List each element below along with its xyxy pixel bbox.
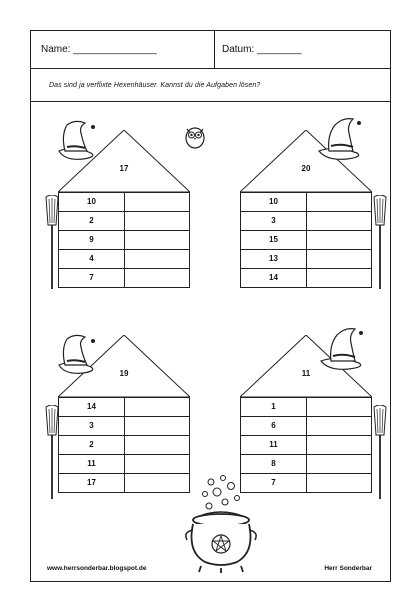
given-number: 14 — [59, 398, 125, 416]
table-row — [241, 455, 371, 474]
table-row — [241, 417, 371, 436]
given-number: 9 — [59, 231, 125, 249]
answer-cell[interactable] — [307, 436, 371, 454]
author-credit: Herr Sonderbar — [324, 565, 372, 572]
witch-hat-icon — [313, 113, 369, 165]
table-row — [241, 250, 371, 269]
given-number: 2 — [59, 212, 125, 230]
table-row — [59, 455, 189, 474]
answer-cell[interactable] — [307, 250, 371, 268]
broom-icon — [43, 405, 61, 501]
given-number: 13 — [241, 250, 307, 268]
given-number: 15 — [241, 231, 307, 249]
given-number: 7 — [241, 474, 307, 492]
given-number: 8 — [241, 455, 307, 473]
table-row — [59, 269, 189, 288]
given-number: 1 — [241, 398, 307, 416]
answer-cell[interactable] — [307, 212, 371, 230]
given-number: 11 — [241, 436, 307, 454]
given-number: 14 — [241, 269, 307, 287]
answer-cell[interactable] — [307, 398, 371, 416]
broom-icon — [371, 195, 389, 291]
cauldron-icon — [181, 474, 261, 574]
table-row — [59, 250, 189, 269]
given-number: 11 — [59, 455, 125, 473]
table-row — [59, 417, 189, 436]
answer-cell[interactable] — [307, 474, 371, 492]
witch-hat-icon — [53, 329, 105, 379]
table-row — [59, 212, 189, 231]
answer-cell[interactable] — [307, 231, 371, 249]
header-row — [31, 31, 390, 69]
answer-cell[interactable] — [125, 250, 189, 268]
answer-cell[interactable] — [307, 417, 371, 435]
table-row — [241, 231, 371, 250]
answer-cell[interactable] — [307, 455, 371, 473]
given-number: 3 — [59, 417, 125, 435]
roof-number: 19 — [119, 369, 129, 378]
given-number: 7 — [59, 269, 125, 287]
answer-cell[interactable] — [307, 193, 371, 211]
answer-cell[interactable] — [125, 231, 189, 249]
name-field[interactable]: Name: _______________ — [41, 44, 157, 55]
witch-hat-icon — [53, 115, 105, 165]
answer-cell[interactable] — [125, 398, 189, 416]
witch-hat-icon — [315, 321, 371, 375]
given-number: 17 — [59, 474, 125, 492]
house-rows — [240, 192, 372, 288]
table-row — [59, 436, 189, 455]
answer-cell[interactable] — [125, 474, 189, 492]
answer-cell[interactable] — [125, 436, 189, 454]
given-number: 4 — [59, 250, 125, 268]
house-rows — [58, 192, 190, 288]
table-row — [241, 436, 371, 455]
answer-cell[interactable] — [307, 269, 371, 287]
worksheet — [30, 30, 391, 582]
answer-cell[interactable] — [125, 269, 189, 287]
header-divider — [214, 31, 215, 69]
answer-cell[interactable] — [125, 417, 189, 435]
instruction-row — [31, 69, 390, 102]
answer-cell[interactable] — [125, 455, 189, 473]
given-number: 10 — [59, 193, 125, 211]
table-row — [241, 193, 371, 212]
table-row — [59, 474, 189, 493]
broom-icon — [43, 195, 61, 291]
given-number: 10 — [241, 193, 307, 211]
table-row — [59, 398, 189, 417]
table-row — [241, 212, 371, 231]
roof-number: 17 — [119, 164, 129, 173]
table-row — [241, 398, 371, 417]
broom-icon — [371, 405, 389, 501]
date-field[interactable]: Datum: ________ — [222, 44, 302, 55]
owl-icon — [183, 123, 207, 149]
given-number: 3 — [241, 212, 307, 230]
answer-cell[interactable] — [125, 212, 189, 230]
given-number: 2 — [59, 436, 125, 454]
instruction-text: Das sind ja verflixte Hexenhäuser. Kannst du die Aufgaben lösen? — [49, 82, 261, 89]
given-number: 6 — [241, 417, 307, 435]
answer-cell[interactable] — [125, 193, 189, 211]
roof-number: 11 — [301, 369, 311, 378]
table-row — [241, 269, 371, 288]
house-rows — [58, 397, 190, 493]
roof-number: 20 — [301, 164, 311, 173]
table-row — [59, 231, 189, 250]
website-link[interactable]: www.herrsonderbar.blogspot.de — [47, 565, 147, 572]
table-row — [59, 193, 189, 212]
